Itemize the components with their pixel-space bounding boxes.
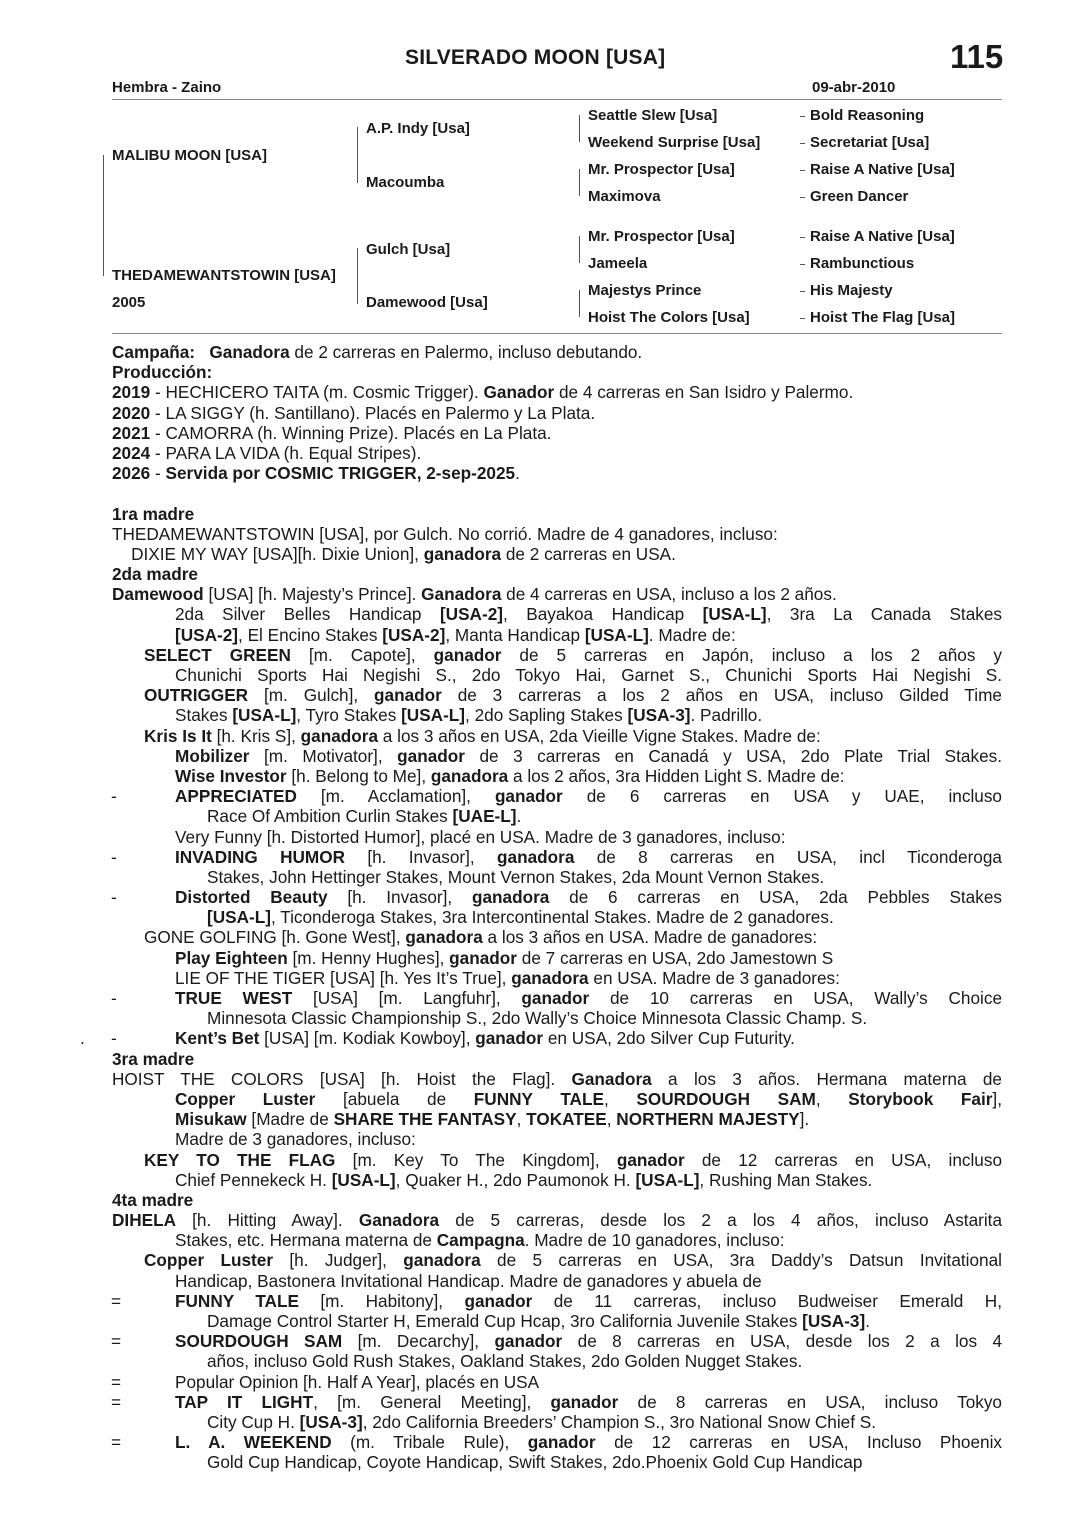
text-line	[112, 685, 1002, 705]
list-marker: =	[111, 1331, 122, 1352]
text-line	[112, 746, 1002, 766]
bold-run: Kris Is It	[144, 725, 212, 746]
text-run: ],	[992, 1088, 1002, 1109]
text-run	[195, 342, 209, 362]
bold-run: ganador	[397, 745, 465, 766]
bold-run: TRUE WEST	[175, 988, 293, 1008]
bold-run: L. A. WEEKEND	[175, 1432, 332, 1453]
bold-run: [USA-L]	[401, 705, 466, 726]
text-run: años, incluso Gold Rush Stakes, Oakland Stakes, 2do Golden Nugget Stakes.	[207, 1351, 803, 1372]
text-run: [USA] [m. Langfuhr],	[292, 988, 522, 1008]
bold-run: APPRECIATED	[175, 786, 297, 807]
text-line	[112, 927, 1002, 947]
bold-run: [USA-3]	[802, 1311, 866, 1331]
text-line	[112, 766, 1002, 786]
text-run: [m. Key To The Kingdom],	[335, 1149, 617, 1170]
text-line	[112, 1372, 1002, 1392]
text-run: [h. Belong to Me],	[286, 765, 431, 786]
text-line	[112, 1008, 1002, 1028]
text-run: [h. Hitting Away].	[175, 1210, 359, 1231]
bold-run: Play Eighteen	[175, 947, 288, 968]
bracket	[357, 127, 358, 183]
bold-run: [USA-L]	[331, 1169, 396, 1190]
text-run: , Rushing Man Stakes.	[699, 1169, 873, 1190]
text-run: de 6 carreras en USA, 2da Pebbles Stakes	[549, 887, 1002, 908]
dash	[800, 291, 805, 292]
text-run: de 5 carreras en USA, 3ra Daddy’s Datsun Invitational	[480, 1250, 1002, 1271]
bold-run: 2da madre	[112, 564, 198, 585]
text-run: Damage Control Starter H, Emerald Cup Hcap, 3ro California Juvenile Stakes	[207, 1311, 803, 1331]
text-line	[112, 584, 1002, 604]
text-line	[112, 645, 1002, 665]
bold-run: Mobilizer	[175, 745, 250, 766]
text-run: [m. Gulch],	[248, 685, 375, 706]
text-run: de 8 carreras en USA, desde los 2 a los 4	[562, 1331, 1002, 1352]
bold-run: ganadora	[300, 725, 379, 746]
text-line	[112, 1190, 1002, 1210]
bold-run: INVADING HUMOR	[175, 846, 346, 867]
text-run: ].	[799, 1109, 810, 1130]
bold-run: Wise Investor	[175, 765, 287, 786]
bracket	[579, 236, 580, 263]
text-line	[112, 1069, 1002, 1089]
text-line: . - Kent’s Bet [USA] [m. Kodiak Kowboy], ganador en USA, 2do Silver Cup Futurity.	[80, 1028, 795, 1049]
bold-run: ganador	[374, 685, 442, 706]
bold-run: 2019	[112, 382, 151, 403]
text-run: de 4 carreras en USA, incluso a los 2 años.	[501, 584, 837, 605]
gen3-name: Mr. Prospector [Usa]	[588, 228, 735, 245]
spacer-line	[112, 483, 1002, 503]
sex-color: Hembra - Zaino	[112, 79, 222, 96]
bold-run: 4ta madre	[112, 1189, 194, 1210]
text-run: Chief Pennekeck H.	[175, 1169, 332, 1190]
gen4-name: Raise A Native [Usa]	[810, 161, 955, 178]
gen4-name: Hoist The Flag [Usa]	[810, 309, 956, 326]
text-run: . Madre de 10 ganadores, incluso:	[524, 1230, 785, 1251]
bold-run: 1ra madre	[112, 503, 195, 524]
bold-run: Damewood	[112, 584, 204, 605]
text-run: , Tyro Stakes	[296, 705, 402, 726]
text-run: .	[515, 463, 520, 484]
gen4-name: Raise A Native [Usa]	[810, 228, 955, 245]
text-line	[112, 907, 1002, 927]
text-run: [h. Invasor],	[345, 846, 498, 867]
bold-run: KEY TO THE FLAG	[144, 1149, 336, 1170]
text-run: [m. Acclamation],	[296, 786, 495, 807]
list-marker: -	[111, 1028, 117, 1049]
horse-title: SILVERADO MOON [USA]	[405, 46, 666, 69]
dam-name: THEDAMEWANTSTOWIN [USA]	[112, 267, 336, 284]
dash	[800, 116, 805, 117]
text-line	[112, 1230, 1002, 1250]
text-run: , 3ra La Canada Stakes	[766, 604, 1002, 625]
text-line	[112, 1089, 1002, 1109]
text-line	[112, 1311, 1002, 1331]
text-line	[112, 968, 1002, 988]
text-line	[112, 1250, 1002, 1270]
gen4-name: Green Dancer	[810, 188, 909, 205]
text-run: GONE GOLFING [h. Gone West],	[144, 927, 406, 948]
text-run: de 3 carreras a los 2 años en USA, incluso Gilded Time	[441, 685, 1002, 706]
text-run: , Quaker H., 2do Paumonok H.	[395, 1169, 636, 1190]
text-run: de 12 carreras en USA, Incluso Phoenix	[595, 1432, 1002, 1453]
bold-run: Ganadora	[571, 1068, 652, 1089]
text-line	[112, 544, 1002, 564]
text-line	[112, 524, 1002, 544]
pedigree-rule	[112, 333, 1002, 334]
bold-run: [USA-L]	[207, 907, 271, 928]
bold-run: 2021	[112, 422, 151, 443]
text-run: - PARA LA VIDA (h. Equal Stripes).	[150, 442, 422, 463]
text-line	[112, 342, 1002, 362]
bold-run: Copper Luster	[175, 1088, 316, 1109]
list-marker: =	[111, 1432, 122, 1453]
gen3-name: Jameela	[588, 255, 648, 272]
text-line	[112, 604, 1002, 624]
text-run: Handicap, Bastonera Invitational Handicap. Madre de ganadores y abuela de	[175, 1270, 762, 1291]
text-line	[112, 403, 1002, 423]
bold-run: ganadora	[405, 927, 483, 948]
bold-run: Copper Luster	[144, 1250, 274, 1271]
text-run: de 7 carreras en USA, 2do Jamestown S	[516, 947, 834, 968]
bold-run: Campagna	[436, 1230, 525, 1251]
text-run: Popular Opinion [h. Half A Year], placés en USA	[175, 1371, 540, 1392]
text-run: , Manta Handicap	[445, 624, 585, 645]
text-line	[112, 504, 1002, 524]
text-line	[112, 705, 1002, 725]
bold-run: FUNNY TALE	[175, 1290, 299, 1311]
text-line	[112, 847, 1002, 867]
bracket	[579, 169, 580, 196]
text-run: Madre de 3 ganadores, incluso:	[175, 1129, 416, 1150]
text-line	[112, 1331, 1002, 1351]
bold-run: [USA-2]	[439, 604, 503, 625]
bold-run: TOKATEE	[526, 1109, 607, 1130]
text-line	[112, 443, 1002, 463]
bold-run: Servida por COSMIC TRIGGER, 2-sep-2025	[165, 463, 516, 484]
text-run: [h. Kris S],	[211, 725, 301, 746]
text-line	[112, 887, 1002, 907]
gen3-name: Hoist The Colors [Usa]	[588, 309, 750, 326]
bold-run: [USA-L]	[232, 705, 297, 726]
text-run: ,	[603, 1088, 637, 1109]
text-run: de 8 carreras en USA, incl Ticonderoga	[574, 846, 1002, 867]
list-marker: =	[111, 1391, 122, 1412]
text-line	[112, 564, 1002, 584]
text-run: [Madre de	[246, 1109, 334, 1130]
bold-run: Campaña:	[112, 342, 196, 362]
text-run: .	[516, 806, 522, 827]
text-line	[112, 1452, 1002, 1472]
dash	[800, 143, 805, 144]
text-run: LIE OF THE TIGER [USA] [h. Yes It’s True],	[175, 967, 512, 988]
text-run: 2da Silver Belles Handicap	[175, 604, 440, 625]
bold-run: 3ra madre	[112, 1048, 195, 1069]
text-run: Stakes, etc. Hermana materna de	[175, 1230, 437, 1251]
text-run: de 3 carreras en Canadá y USA, 2do Plate Trial Stakes.	[464, 745, 1002, 766]
sire-name: MALIBU MOON [USA]	[112, 147, 267, 164]
text-run: de 12 carreras en USA, incluso	[684, 1149, 1003, 1170]
bold-run: ganador	[464, 1290, 533, 1311]
header-rule	[112, 99, 1002, 100]
text-run: de 10 carreras en USA, Wally’s Choice	[589, 988, 1002, 1008]
gen2-name: Gulch [Usa]	[366, 241, 451, 258]
text-run: [m. Motivator],	[249, 745, 398, 766]
text-run: Gold Cup Handicap, Coyote Handicap, Swift Stakes, 2do.Phoenix Gold Cup Handicap	[207, 1452, 863, 1473]
text-line	[112, 867, 1002, 887]
gen3-name: Mr. Prospector [Usa]	[588, 161, 735, 178]
bold-run: ganadora	[403, 1250, 481, 1271]
bold-run: SOURDOUGH SAM	[636, 1088, 816, 1109]
text-run: . Padrillo.	[690, 705, 763, 726]
bold-run: [USA-L]	[635, 1169, 700, 1190]
bold-run: FUNNY TALE	[473, 1088, 604, 1109]
bold-run: ganador	[550, 1391, 619, 1412]
text-run: , 2do Sapling Stakes	[465, 705, 628, 726]
text-line	[112, 463, 1002, 483]
gen4-name: Rambunctious	[810, 255, 915, 272]
text-run: [m. Capote],	[290, 644, 434, 665]
bold-run: [USA-3]	[627, 705, 691, 726]
gen2-name: Macoumba	[366, 174, 445, 191]
bold-run: [USA-2]	[382, 624, 446, 645]
bold-run: Ganadora	[421, 584, 502, 605]
bold-run: ganador	[494, 786, 563, 807]
bold-run: ganador	[527, 1432, 596, 1453]
bold-run: 2020	[112, 402, 151, 423]
text-run: ,	[516, 1109, 527, 1130]
text-line	[112, 1150, 1002, 1170]
text-run: , [m. General Meeting],	[313, 1391, 551, 1412]
text-line	[112, 1210, 1002, 1230]
text-run: . Madre de:	[648, 624, 736, 645]
dash	[800, 197, 805, 198]
list-marker: =	[111, 1371, 122, 1392]
text-run: [h. Judger],	[273, 1250, 404, 1271]
page-number: 115	[950, 38, 1004, 75]
bold-run: Producción:	[112, 362, 213, 383]
bold-run: ganadora	[511, 967, 589, 988]
text-line	[112, 988, 1002, 1008]
bold-run: ganador	[449, 947, 517, 968]
text-run: -	[150, 463, 166, 484]
text-line	[112, 1129, 1002, 1149]
text-line	[112, 1432, 1002, 1452]
text-run: a los 3 años. Hermana materna de	[651, 1068, 1002, 1089]
text-run: de 4 carreras en San Isidro y Palermo.	[554, 382, 854, 403]
bold-run: Ganadora	[358, 1210, 440, 1231]
text-run: de 5 carreras, desde los 2 a los 4 años, incluso Astarita	[439, 1210, 1002, 1231]
list-marker: -	[111, 786, 117, 807]
bold-run: Misukaw	[175, 1109, 247, 1130]
text-run: DIXIE MY WAY [USA][h. Dixie Union],	[112, 543, 424, 564]
list-marker: -	[111, 887, 117, 908]
text-line	[112, 423, 1002, 443]
bracket	[579, 115, 580, 142]
text-run: de 6 carreras en USA y UAE, incluso	[562, 786, 1002, 807]
text-line	[112, 1412, 1002, 1432]
gen3-name: Maximova	[588, 188, 661, 205]
bold-run: ganadora	[423, 543, 502, 564]
text-run: Very Funny [h. Distorted Humor], placé en USA. Madre de 3 ganadores, incluso:	[175, 826, 786, 847]
text-run: [abuela de	[315, 1088, 474, 1109]
bold-run: OUTRIGGER	[144, 685, 249, 706]
text-run: Stakes, John Hettinger Stakes, Mount Vernon Stakes, 2da Mount Vernon Stakes.	[207, 866, 825, 887]
bold-run: ganadora	[430, 765, 509, 786]
text-run: .	[865, 1311, 870, 1331]
text-line	[112, 1109, 1002, 1129]
list-marker: =	[111, 1290, 122, 1311]
bold-run: SOURDOUGH SAM	[175, 1331, 343, 1352]
bold-run: ganador	[433, 644, 502, 665]
text-run: Chunichi Sports Hai Negishi S., 2do Tokyo Hai, Garnet S., Chunichi Sports Hai Negishi S.	[175, 665, 1002, 685]
gen3-name: Majestys Prince	[588, 282, 702, 299]
bold-run: ganador	[475, 1028, 544, 1049]
text-line	[112, 1351, 1002, 1371]
bold-run: [USA-L]	[702, 604, 767, 625]
text-run: de 2 carreras en Palermo, incluso debutando.	[289, 342, 643, 362]
text-line	[112, 786, 1002, 806]
text-run: City Cup H.	[207, 1411, 300, 1432]
text-run: Stakes	[175, 705, 233, 726]
gen4-name: His Majesty	[810, 282, 893, 299]
text-run: - HECHICERO TAITA (m. Cosmic Trigger).	[150, 382, 484, 403]
text-run: [m. Habitony],	[298, 1290, 465, 1311]
text-run: [h. Invasor],	[327, 887, 472, 908]
text-run: - CAMORRA (h. Winning Prize). Placés en La Plata.	[150, 422, 552, 443]
bold-run: [USA-2]	[175, 624, 239, 645]
birth-date: 09-abr-2010	[812, 79, 896, 96]
text-line	[112, 665, 1002, 685]
bold-run: ganadora	[471, 887, 550, 908]
text-run: de 2 carreras en USA.	[501, 543, 676, 564]
text-run: , 2do California Breeders’ Champion S., 3ro National Snow Chief S.	[362, 1411, 877, 1432]
text-run: de 8 carreras en USA, incluso Tokyo	[618, 1391, 1002, 1412]
gen3-name: Weekend Surprise [Usa]	[588, 134, 761, 151]
gen2-name: A.P. Indy [Usa]	[366, 120, 470, 137]
text-line	[112, 827, 1002, 847]
gen3-name: Seattle Slew [Usa]	[588, 107, 718, 124]
text-run: a los 3 años en USA, 2da Vieille Vigne Stakes. Madre de:	[378, 725, 821, 746]
text-run: THEDAMEWANTSTOWIN [USA], por Gulch. No corrió. Madre de 4 ganadores, incluso:	[112, 523, 778, 544]
bold-run: 2026	[112, 463, 151, 484]
text-run: en USA. Madre de 3 ganadores:	[588, 967, 840, 988]
bold-run: Storybook Fair	[848, 1088, 993, 1109]
dash	[800, 318, 805, 319]
text-line	[112, 1049, 1002, 1069]
text-line	[112, 382, 1002, 402]
bold-run: ganador	[616, 1149, 685, 1170]
bold-run: DIHELA	[112, 1210, 176, 1231]
family-text	[80, 342, 1003, 1473]
bold-run: NORTHERN MAJESTY	[616, 1109, 800, 1130]
bold-run: SHARE THE FANTASY	[333, 1109, 517, 1130]
bold-run: ganadora	[497, 846, 575, 867]
text-line	[112, 1271, 1002, 1291]
bold-run: Kent’s Bet	[175, 1028, 260, 1049]
bold-run: 2024	[112, 442, 151, 463]
text-run: a los 3 años en USA. Madre de ganadores:	[482, 927, 818, 948]
text-run: [m. Henny Hughes],	[287, 947, 450, 968]
text-run: , Ticonderoga Stakes, 3ra Intercontinental Stakes. Madre de 2 ganadores.	[270, 907, 834, 928]
text-line	[112, 726, 1002, 746]
gen4-name: Secretariat [Usa]	[810, 134, 930, 151]
gen2-name: Damewood [Usa]	[366, 294, 488, 311]
text-line	[112, 362, 1002, 382]
dam-year: 2005	[112, 294, 146, 311]
dash	[800, 170, 805, 171]
text-run: [USA] [h. Majesty’s Prince].	[203, 584, 422, 605]
text-line	[112, 625, 1002, 645]
bold-run: TAP IT LIGHT	[175, 1391, 314, 1412]
dash	[800, 237, 805, 238]
text-run: HOIST THE COLORS [USA] [h. Hoist the Flag].	[112, 1068, 572, 1089]
bold-run: SELECT GREEN	[144, 644, 291, 665]
text-run: (m. Tribale Rule),	[331, 1432, 528, 1453]
bold-run: [USA-3]	[299, 1411, 363, 1432]
bold-run: ganador	[521, 988, 590, 1008]
bracket	[357, 248, 358, 304]
dash	[800, 264, 805, 265]
text-line	[112, 1392, 1002, 1412]
bold-run: ganador	[494, 1331, 563, 1352]
text-line	[112, 806, 1002, 826]
gen4-name: Bold Reasoning	[810, 107, 925, 124]
text-run: , El Encino Stakes	[238, 624, 383, 645]
bracket	[103, 155, 104, 276]
text-run: de 11 carreras, incluso Budweiser Emerald H,	[532, 1290, 1002, 1311]
list-marker: -	[111, 988, 117, 1008]
text-run: [USA] [m. Kodiak Kowboy],	[259, 1028, 476, 1049]
text-run: de 5 carreras en Japón, incluso a los 2 años y	[501, 644, 1003, 665]
bold-run: Distorted Beauty	[175, 887, 328, 908]
text-run: en USA, 2do Silver Cup Futurity.	[543, 1028, 795, 1049]
text-run: - LA SIGGY (h. Santillano). Placés en Palermo y La Plata.	[150, 402, 596, 423]
text-run: ,	[606, 1109, 617, 1130]
bold-run: [UAE-L]	[452, 806, 517, 827]
text-run: [m. Decarchy],	[342, 1331, 495, 1352]
text-run: Race Of Ambition Curlin Stakes	[207, 806, 453, 827]
bold-run: Ganador	[483, 382, 555, 403]
text-line	[112, 1291, 1002, 1311]
text-run: ,	[815, 1088, 849, 1109]
bracket	[579, 290, 580, 317]
text-run: a los 2 años, 3ra Hidden Light S. Madre de:	[508, 765, 845, 786]
list-marker: -	[111, 846, 117, 867]
text-line	[112, 1170, 1002, 1190]
text-line	[112, 948, 1002, 968]
text-run: Minnesota Classic Championship S., 2do Wally’s Choice Minnesota Classic Champ. S.	[207, 1008, 868, 1029]
bold-run: Ganadora	[209, 342, 290, 362]
text-run: , Bayakoa Handicap	[502, 604, 703, 625]
bold-run: [USA-L]	[584, 624, 649, 645]
